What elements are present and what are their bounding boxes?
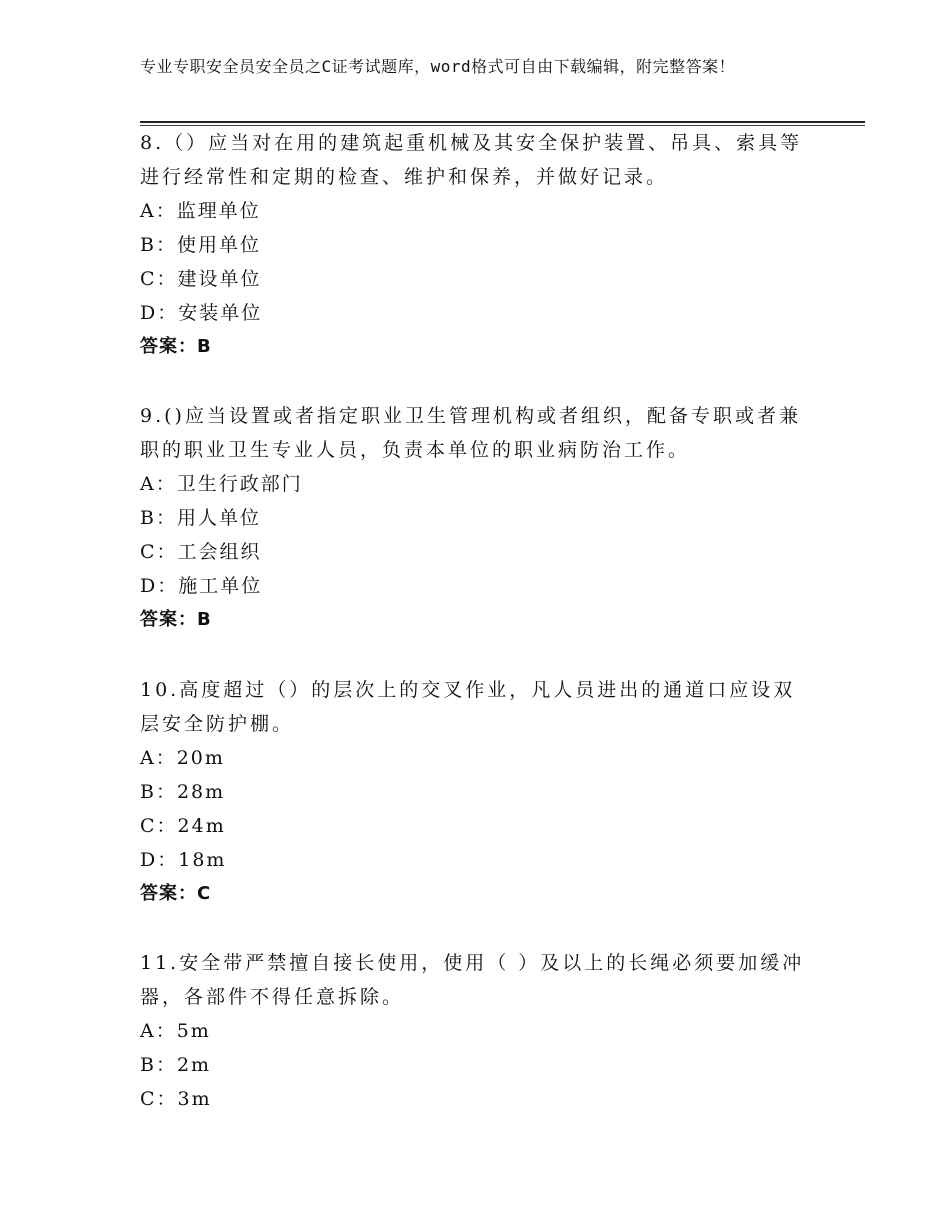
answer-label: 答案：B	[140, 609, 212, 630]
question-11	[140, 946, 810, 1116]
option-b: B：28m	[140, 781, 226, 803]
question-stem: 8.（）应当对在用的建筑起重机械及其安全保护装置、吊具、索具等进行经常性和定期的检查、维护和保养，并做好记录。	[140, 132, 803, 188]
option-d: D：18m	[140, 849, 227, 871]
option-d: D：施工单位	[140, 575, 263, 597]
option-c: C：工会组织	[140, 541, 262, 563]
answer-label: 答案：C	[140, 883, 212, 904]
question-9	[140, 399, 810, 637]
option-b: B：2m	[140, 1054, 212, 1076]
header-divider-thick	[140, 121, 865, 123]
question-stem: 11.安全带严禁擅自接长使用，使用（ ）及以上的长绳必须要加缓冲器，各部件不得任意拆除。	[140, 952, 805, 1008]
question-8	[140, 126, 810, 364]
question-stem: 9.()应当设置或者指定职业卫生管理机构或者组织，配备专职或者兼职的职业卫生专业人员，负责本单位的职业病防治工作。	[140, 405, 801, 461]
option-c: C：3m	[140, 1088, 212, 1110]
option-a: A：监理单位	[140, 200, 261, 222]
option-b: B：使用单位	[140, 234, 261, 256]
option-c: C：24m	[140, 815, 226, 837]
option-b: B：用人单位	[140, 507, 261, 529]
answer-label: 答案：B	[140, 336, 212, 357]
option-d: D：安装单位	[140, 302, 263, 324]
option-a: A：卫生行政部门	[140, 473, 303, 495]
question-10	[140, 673, 810, 911]
option-c: C：建设单位	[140, 268, 262, 290]
question-stem: 10.高度超过（）的层次上的交叉作业，凡人员进出的通道口应设双层安全防护棚。	[140, 679, 796, 735]
option-a: A：5m	[140, 1020, 211, 1042]
document-header: 专业专职安全员安全员之C证考试题库，word格式可自由下载编辑，附完整答案！	[140, 57, 736, 76]
option-a: A：20m	[140, 747, 225, 769]
